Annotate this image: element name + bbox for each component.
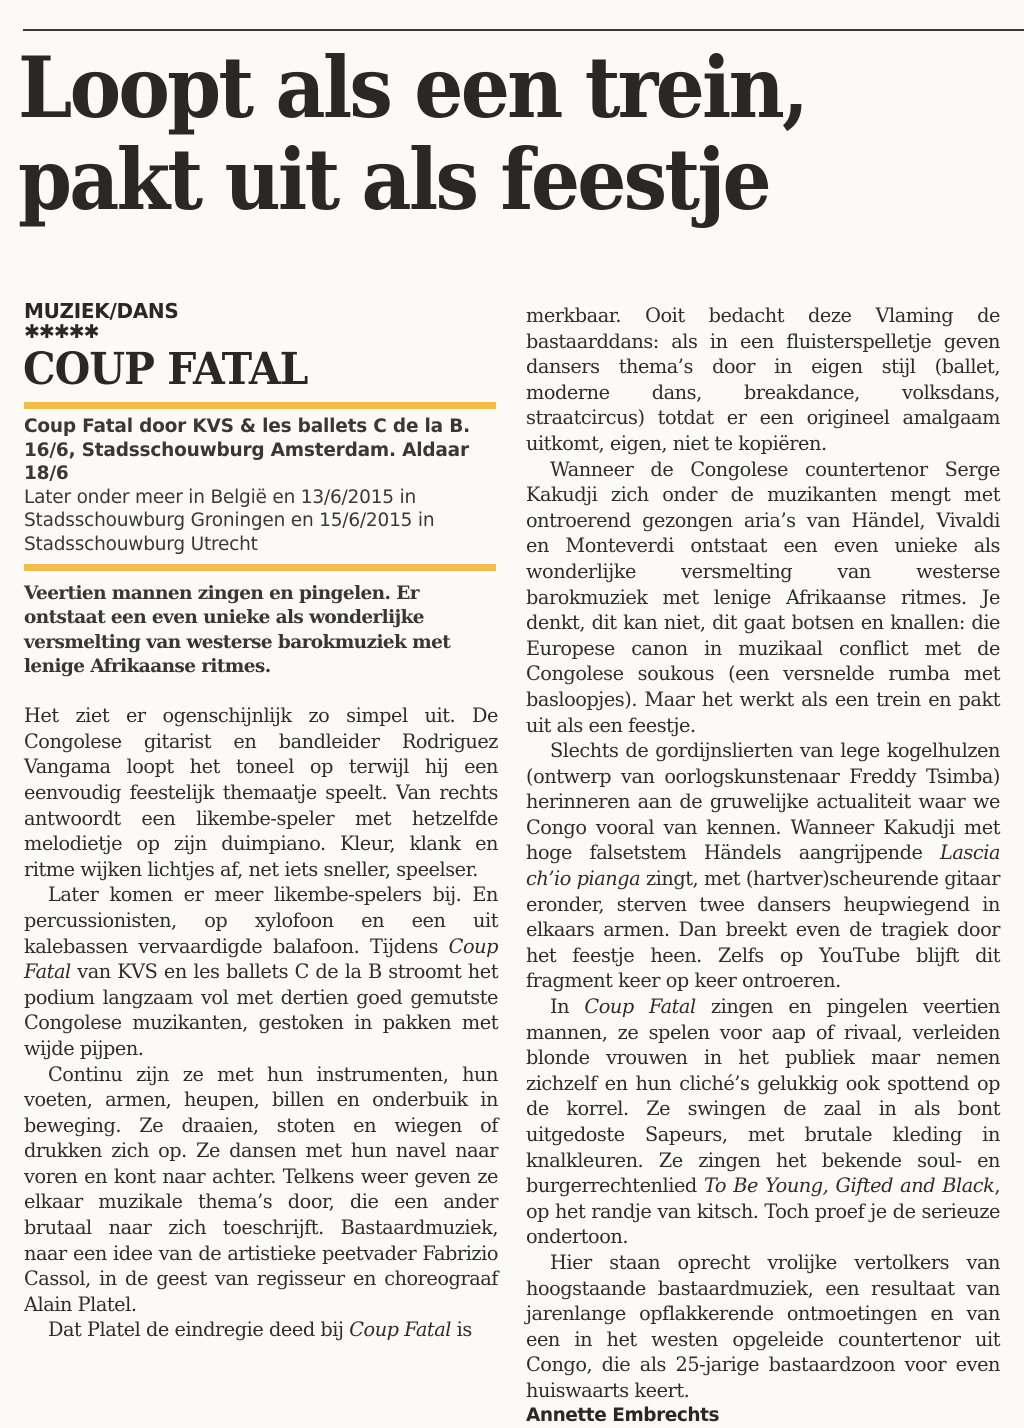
text-run: merkbaar. Ooit bedacht deze Vlaming de bastaarddans: als in een fluisterspelletje geven dansers thema’s door in eigen stijl (ballet, moderne dans, breakdance, volksdans, straatcircus) totdat er een origineel amalgaam uitkomt, eigen, niet te kopiëren. bbox=[526, 304, 1000, 455]
headline-line-1: Loopt als een trein, bbox=[18, 38, 807, 137]
section-kicker: MUZIEK/DANS bbox=[24, 299, 179, 323]
lead-paragraph: Veertien mannen zingen en pingelen. Er ontstaat een even unieke als wonderlijke versmelting van westerse barokmuziek met lenige Afrikaanse ritmes. bbox=[24, 583, 451, 677]
production-credits: Coup Fatal door KVS & les ballets C de la B. 16/6, Stadsschouwburg Amsterdam. Aldaar 18/6 bbox=[24, 416, 470, 484]
accent-rule-bottom bbox=[24, 564, 496, 571]
headline-line-2: pakt uit als feestje bbox=[18, 130, 769, 229]
body-paragraph bbox=[24, 882, 498, 1061]
body-paragraph bbox=[526, 738, 1000, 994]
text-run: zingt, met (hartver)scheurende gitaar eronder, sterven twee dansers heupwiegend in elkaars armen. Dan breekt even de tragiek door het feestje heen. Zelfs op YouTube blijft dit fragment keer op keer ontroeren. bbox=[526, 867, 1000, 993]
text-run: Dat Platel de eindregie deed bij bbox=[48, 1318, 350, 1342]
byline: Annette Embrechts bbox=[526, 1404, 720, 1426]
top-rule bbox=[23, 29, 1024, 31]
song-title-italic: To Be Young, Gifted and Black bbox=[703, 1174, 995, 1198]
body-paragraph-continued bbox=[526, 303, 1000, 457]
text-run: zingen en pingelen veertien mannen, ze spelen voor aap of rivaal, verleiden blonde vrouwen in het publiek maar nemen zichzelf en hun cliché’s gelukkig ook spottend op de korrel. Ze swingen de zaal in als bont uitgedoste Sapeurs, met brutale kleding in knalkleuren. Ze zingen het bekende soul- en burgerrechtenlied bbox=[526, 995, 1000, 1198]
body-paragraph: Continu zijn ze met hun instrumenten, hun voeten, armen, heupen, billen en onderbuik in beweging. Ze draaien, stoten en wiegen of drukken zich op. Ze dansen met hun navel naar voren en kont naar achter. Telkens weer geven ze elkaar muzikale thema’s door, die een ander brutaal naar zich toeschrijft. Bastaardmuziek, naar een idee van de artistieke peetvader Fabrizio Cassol, in de geest van regisseur en choreograaf Alain Platel. bbox=[24, 1062, 498, 1316]
right-column bbox=[526, 303, 1000, 1428]
text-run: Later komen er meer likembe-spelers bij. En percussionisten, op xylofoon en een uit kalebassen vervaardigde balafoon. Tijdens bbox=[24, 883, 498, 958]
body-paragraph bbox=[24, 1317, 498, 1343]
continued-marker: is bbox=[450, 1318, 472, 1342]
body-text-left bbox=[24, 703, 498, 1343]
title-italic: Coup Fatal bbox=[349, 1318, 451, 1342]
text-run: Slechts de gordijnslierten van lege kogelhulzen (ontwerp van oorlogskunstenaar Freddy Tsimba) herinneren aan de gruwelijke actualiteit waar we Congo vooral van kennen. Wanneer Kakudji met hoge falsetstem Händels aangrijpende bbox=[526, 739, 1000, 865]
text-run: , op het randje van kitsch. Toch proef je de serieuze ondertoon. bbox=[526, 1174, 1001, 1249]
body-paragraph bbox=[526, 994, 1000, 1250]
body-paragraph: Wanneer de Congolese countertenor Serge Kakudji zich onder de muzikanten mengt met ontroerend gezongen aria’s van Händel, Vivaldi en Monteverdi ontstaat een even unieke als wonderlijke versmelting van westerse barokmuziek met lenige Afrikaanse ritmes. Je denkt, dit kan niet, dit gaat botsen en knallen: die Europese canon in muzikaal conflict met de Congolese soukous (een versnelde rumba met basloopjes). Maar het werkt als een trein en pakt uit als een feestje. bbox=[526, 457, 1000, 737]
left-column bbox=[24, 300, 498, 1343]
body-paragraph: Het ziet er ogenschijnlijk zo simpel uit. De Congolese gitarist en bandleider Rodriguez Vangama loopt het toneel op terwijl hij een eenvoudig feestelijk themaatje speelt. Van rechts antwoordt een likembe-speler met hetzelfde melodietje op zijn duimpiano. Kleur, klank en ritme wijken lichtjes af, net iets sneller, speelser. bbox=[24, 704, 498, 881]
show-title: COUP FATAL bbox=[23, 344, 308, 395]
headline bbox=[18, 38, 938, 229]
body-paragraph: Hier staan oprecht vrolijke vertolkers van hoogstaande bastaardmuziek, een resultaat van jarenlange opflakkerende ontmoetingen en van een in het westen opgeleide countertenor uit Congo, die als 25-jarige bastaardzoon voor even huiswaarts keert. bbox=[526, 1250, 1000, 1402]
text-run: van KVS en les ballets C de la B stroomt het podium langzaam vol met dertien goed gemutste Congolese muzikanten, gestoken in pakken met wijde pijpen. bbox=[24, 960, 498, 1060]
title-italic: Lascia ch’io pianga bbox=[526, 841, 1000, 891]
title-italic: Coup Fatal bbox=[24, 934, 498, 984]
text-run: In bbox=[550, 995, 585, 1019]
title-italic: Coup Fatal bbox=[584, 995, 696, 1019]
rating-stars: ✱✱✱✱✱ bbox=[24, 321, 99, 343]
accent-rule-top bbox=[24, 402, 496, 409]
tour-dates: Later onder meer in België en 13/6/2015 in Stadsschouwburg Groningen en 15/6/2015 in Stadsschouwburg Utrecht bbox=[24, 486, 435, 555]
